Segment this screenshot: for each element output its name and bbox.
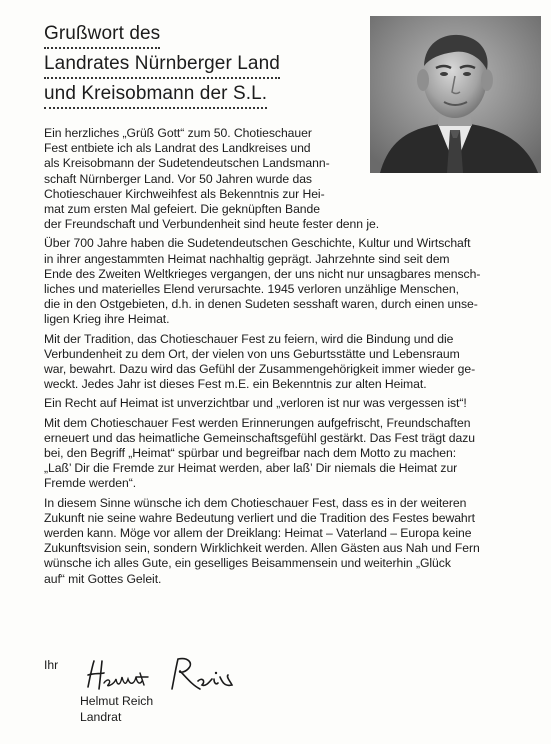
text-line: In diesem Sinne wünsche ich dem Chotieschauer Fest, dass es in der weiteren: [44, 495, 467, 510]
text-line: Fremde werden“.: [44, 476, 137, 491]
text-line: ligen Krieg ihre Heimat.: [44, 312, 170, 327]
paragraph-3: [44, 332, 514, 393]
handwritten-signature: [80, 655, 240, 697]
letter-body: [44, 126, 514, 591]
text-line: weckt. Jedes Jahr ist dieses Fest m.E. ein Bekenntnis zur alten Heimat.: [44, 377, 427, 392]
text-line: war, bewahrt. Dazu wird das Gefühl der Zusammengehörigkeit immer wieder ge-: [44, 362, 476, 377]
signer-block: [80, 694, 153, 725]
text-line: Ein Recht auf Heimat ist unverzichtbar und „verloren ist nur was vergessen ist“!: [44, 396, 467, 411]
paragraph-4: [44, 396, 514, 411]
text-line: „Laß’ Dir die Fremde zur Heimat werden, aber laß’ Dir niemals die Heimat zur: [44, 461, 458, 476]
text-line: werden kann. Möge vor allem der Dreiklang: Heimat – Vaterland – Europa keine: [44, 526, 472, 541]
text-line: bei, den Begriff „Heimat“ spürbar und begreifbar nach dem Motto zu machen:: [44, 446, 457, 461]
paragraph-6: [44, 496, 514, 587]
text-line: Fest entbiete ich als Landrat des Landkreises und: [44, 141, 311, 156]
title-line-3: und Kreisobmann der S.L.: [44, 82, 267, 109]
signer-name: Helmut Reich: [80, 694, 154, 708]
text-line: die in den Ostgebieten, d.h. in denen Sudeten sesshaft waren, durch einen unse-: [44, 297, 478, 312]
text-line: Ende des Zweiten Weltkrieges vergangen, der uns nicht nur unsagbares mensch-: [44, 266, 481, 281]
letter-title: [44, 22, 344, 112]
paragraph-5: [44, 416, 514, 492]
text-line: Zukunftsvision sein, sondern Wirklichkeit werden. Allen Gästen aus Nah und Fern: [44, 541, 480, 556]
text-line: wünsche ich alles Gute, ein geselliges Beisammensein und weiterhin „Glück: [44, 556, 451, 571]
signer-role: Landrat: [80, 709, 122, 724]
paragraph-1: [44, 126, 514, 232]
text-line: Mit dem Chotieschauer Fest werden Erinnerungen aufgefrischt, Freundschaften: [44, 415, 471, 430]
text-line: der Freundschaft und Verbundenheit sind heute fester denn je.: [44, 217, 380, 232]
text-line: Über 700 Jahre haben die Sudetendeutschen Geschichte, Kultur und Wirtschaft: [44, 236, 471, 251]
text-line: liches und materielles Elend verursachte. 1945 verloren unzählige Menschen,: [44, 282, 459, 297]
text-line: Ein herzliches „Grüß Gott“ zum 50. Chotieschauer: [44, 126, 312, 140]
text-line: erneuert und das heimatliche Gemeinschaftsgefühl gestärkt. Das Fest trägt dazu: [44, 430, 476, 445]
title-line-2: Landrates Nürnberger Land: [44, 52, 280, 79]
text-line: als Kreisobmann der Sudetendeutschen Landsmann-: [44, 156, 330, 171]
text-line: Mit der Tradition, das Chotieschauer Fest zu feiern, wird die Bindung und die: [44, 331, 454, 346]
text-line: Chotieschauer Kirchweihfest als Bekenntnis zur Hei-: [44, 186, 325, 201]
text-line: auf“ mit Gottes Geleit.: [44, 571, 162, 586]
text-line: Zukunft nie seine wahre Bedeutung verliert und die Tradition des Festes bewahrt: [44, 510, 475, 525]
text-line: in ihrer angestammten Heimat nachhaltig geprägt. Jahrzehnte sind seit dem: [44, 251, 450, 266]
text-line: Verbundenheit zu dem Ort, der vielen von uns Geburtsstätte und Lebensraum: [44, 346, 460, 361]
closing-word: Ihr: [44, 658, 59, 672]
text-line: schaft Nürnberger Land. Vor 50 Jahren wurde das: [44, 171, 312, 186]
paragraph-2: [44, 236, 514, 327]
title-line-1: Grußwort des: [44, 22, 160, 49]
text-line: mat zum ersten Mal gefeiert. Die geknüpften Bande: [44, 202, 320, 217]
